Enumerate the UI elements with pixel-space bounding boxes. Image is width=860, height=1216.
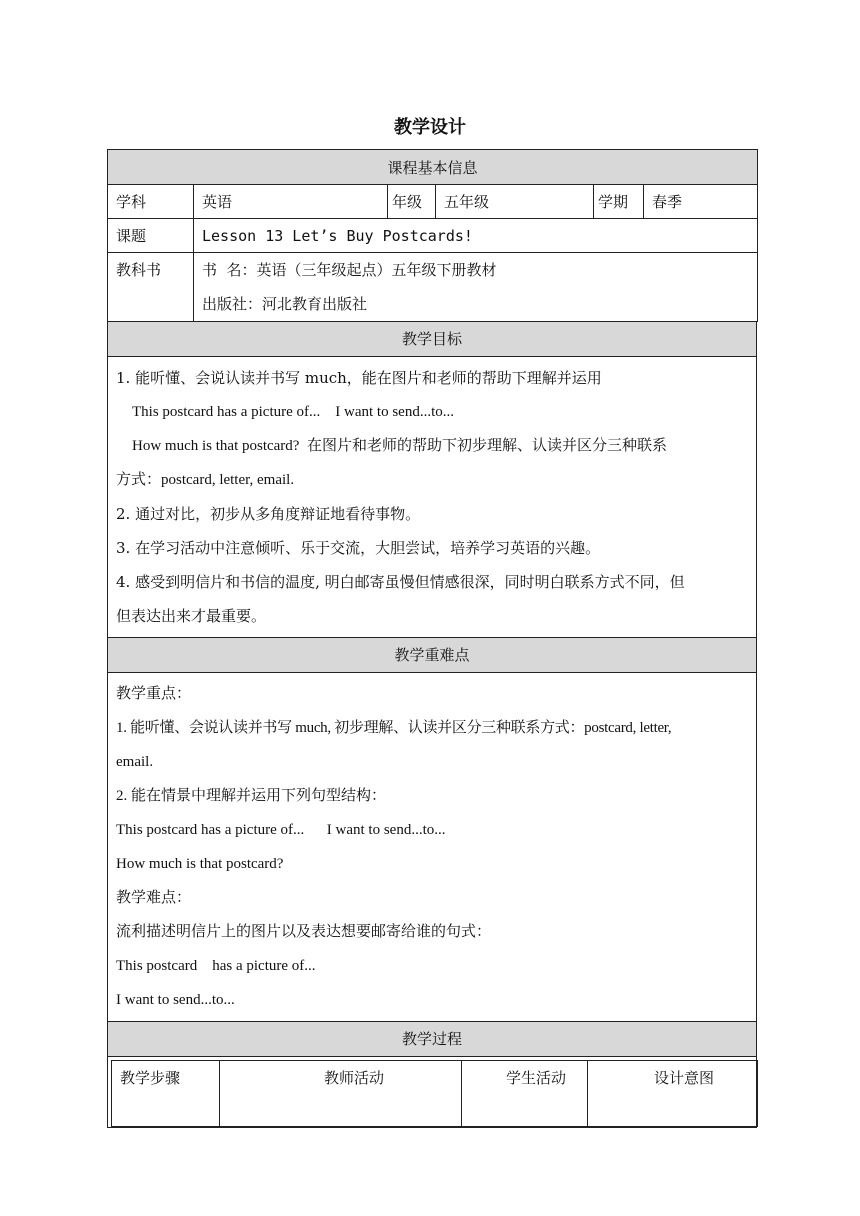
key-point-line: 教学重点：	[116, 686, 192, 702]
objectives-header: 教学目标	[107, 322, 757, 357]
objective-line: This postcard has a picture of... I want to send...to...	[132, 404, 455, 420]
process-header: 教学过程	[107, 1022, 757, 1057]
objective-line: 4. 感受到明信片和书信的温度, 明白邮寄虽慢但情感很深，同时明白联系方式不同，但	[116, 573, 685, 591]
grade-label: 年级	[388, 185, 436, 219]
objective-line: 2. 通过对比，初步从多角度辩证地看待事物。	[116, 505, 421, 523]
key-point-line: How much is that postcard?	[116, 856, 284, 872]
textbook-info	[194, 253, 758, 322]
key-point-line: This postcard has a picture of...	[116, 958, 316, 974]
process-table-wrapper	[107, 1057, 757, 1128]
key-points-content	[107, 673, 757, 1022]
key-point-line: This postcard has a picture of... I want to send...to...	[116, 822, 446, 838]
key-point-line: 教学难点：	[116, 890, 192, 906]
objective-line: 1. 能听懂、会说认读并书写 much，能在图片和老师的帮助下理解并运用	[116, 369, 602, 387]
process-col-intent: 设计意图	[588, 1061, 758, 1127]
topic-label: 课题	[108, 219, 194, 253]
objective-line: How much is that postcard? 在图片和老师的帮助下初步理解、认读并区分三种联系	[132, 438, 667, 454]
key-points-header: 教学重难点	[107, 638, 757, 673]
page-title: 教学设计	[394, 117, 466, 138]
key-point-line: email.	[116, 754, 154, 770]
key-point-line: 2. 能在情景中理解并运用下列句型结构：	[116, 788, 387, 804]
textbook-publisher: 出版社：河北教育出版社	[202, 295, 368, 313]
process-table	[111, 1060, 758, 1127]
grade-value: 五年级	[436, 185, 594, 219]
key-point-line: 流利描述明信片上的图片以及表达想要邮寄给谁的句式：	[116, 924, 492, 940]
process-col-teacher: 教师活动	[220, 1061, 462, 1127]
subject-label: 学科	[108, 185, 194, 219]
process-col-step: 教学步骤	[112, 1061, 220, 1127]
textbook-name: 书 名：英语（三年级起点）五年级下册教材	[202, 261, 497, 279]
objectives-content	[107, 357, 757, 638]
basic-info-table	[107, 149, 758, 322]
topic-value: Lesson 13 Let’s Buy Postcards!	[194, 219, 758, 253]
objective-line: 但表达出来才最重要。	[116, 607, 267, 625]
term-label: 学期	[594, 185, 644, 219]
basic-info-header: 课程基本信息	[108, 150, 758, 185]
objective-line: 方式：postcard, letter, email.	[116, 472, 295, 488]
key-point-line: I want to send...to...	[116, 992, 235, 1008]
term-value: 春季	[644, 185, 758, 219]
lesson-plan-sheet	[107, 149, 757, 1128]
objective-line: 3. 在学习活动中注意倾听、乐于交流，大胆尝试，培养学习英语的兴趣。	[116, 539, 601, 557]
subject-value: 英语	[194, 185, 388, 219]
key-point-line: 1. 能听懂、会说认读并书写 much, 初步理解、认读并区分三种联系方式：postcard, letter,	[116, 720, 672, 736]
textbook-label: 教科书	[108, 253, 194, 322]
process-col-student: 学生活动	[462, 1061, 588, 1127]
